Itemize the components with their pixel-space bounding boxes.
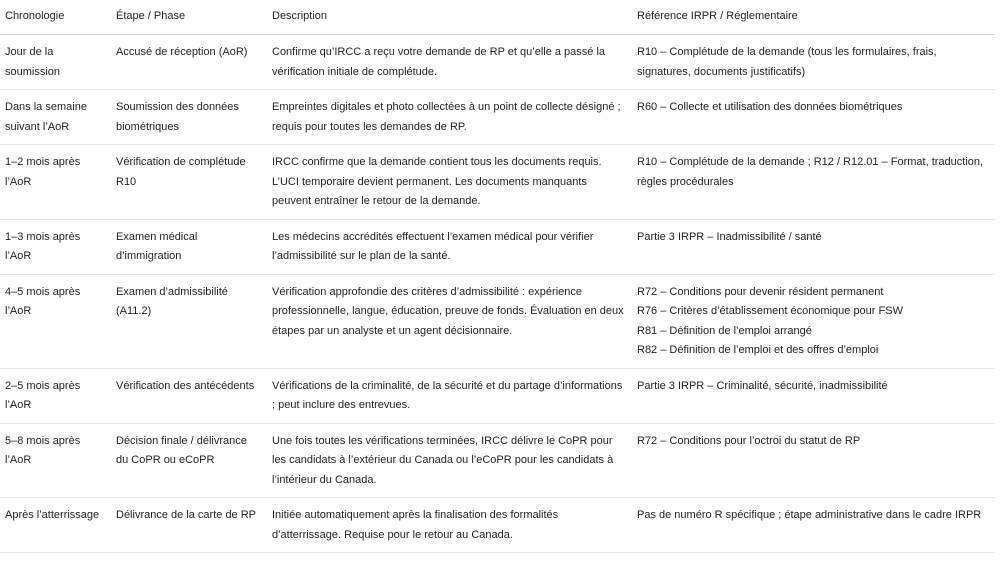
cell-etape: Décision finale / délivrance du CoPR ou eCoPR (111, 423, 267, 498)
cell-etape: Délivrance de la carte de RP (111, 498, 267, 553)
header-row (0, 0, 995, 35)
cell-etape: Examen médical d’immigration (111, 219, 267, 274)
cell-reference (632, 423, 995, 498)
cell-etape: Soumission des données biométriques (111, 90, 267, 145)
cell-etape: Vérification de complétude R10 (111, 145, 267, 220)
reference-line: R72 – Conditions pour l’octroi du statut de RP (637, 434, 861, 447)
cell-description: Vérifications de la criminalité, de la sécurité et du partage d’informations ; peut inclure des entrevues. (267, 368, 632, 423)
reference-line: Pas de numéro R spécifique ; étape administrative dans le cadre IRPR (637, 509, 982, 521)
column-header-description: Description (267, 0, 632, 35)
cell-chronologie: 1–3 mois après l’AoR (0, 219, 111, 274)
cell-etape: Vérification des antécédents (111, 368, 267, 423)
reference-line: Partie 3 IRPR – Criminalité, sécurité, inadmissibilité (637, 379, 888, 392)
reference-line: Partie 3 IRPR – Inadmissibilité / santé (637, 230, 822, 243)
reference-line: R76 – Critères d’établissement économique pour FSW (637, 305, 903, 317)
cell-description: IRCC confirme que la demande contient tous les documents requis. L’UCI temporaire devient permanent. Les documents manquants peuvent entraîner le retour de la demande. (267, 145, 632, 220)
reference-line: R81 – Définition de l’emploi arrangé (637, 324, 812, 337)
table-row (0, 219, 995, 274)
cell-etape: Examen d’admissibilité (A11.2) (111, 274, 267, 368)
cell-description: Une fois toutes les vérifications terminées, IRCC délivre le CoPR pour les candidats à l’extérieur du Canada ou l’eCoPR pour les candidats à l’intérieur du Canada. (267, 423, 632, 498)
cell-reference (632, 145, 995, 220)
cell-description: Confirme qu’IRCC a reçu votre demande de RP et qu’elle a passé la vérification initiale de complétude. (267, 35, 632, 90)
cell-reference (632, 368, 995, 423)
table-row (0, 423, 995, 498)
table-body (0, 35, 995, 553)
table-row (0, 145, 995, 220)
cell-etape: Accusé de réception (AoR) (111, 35, 267, 90)
cell-chronologie: 1–2 mois après l’AoR (0, 145, 111, 220)
cell-description: Vérification approfondie des critères d’admissibilité : expérience professionnelle, langue, éducation, preuve de fonds. Évaluation en deux étapes par un analyste et un agent décisionnaire. (267, 274, 632, 368)
table-header (0, 0, 995, 35)
reference-line: R10 – Complétude de la demande (tous les formulaires, frais, signatures, documents justificatifs) (637, 46, 937, 78)
reference-line: R10 – Complétude de la demande ; R12 / R12.01 – Format, traduction, règles procédurales (637, 156, 984, 188)
cell-description: Empreintes digitales et photo collectées à un point de collecte désigné ; requis pour toutes les demandes de RP. (267, 90, 632, 145)
column-header-chronologie: Chronologie (0, 0, 111, 35)
reference-line: R72 – Conditions pour devenir résident permanent (637, 285, 884, 298)
column-header-etape: Étape / Phase (111, 0, 267, 35)
cell-chronologie: Jour de la soumission (0, 35, 111, 90)
table-row (0, 35, 995, 90)
cell-reference (632, 498, 995, 553)
cell-reference (632, 90, 995, 145)
cell-description: Initiée automatiquement après la finalisation des formalités d’atterrissage. Requise pour le retour au Canada. (267, 498, 632, 553)
cell-chronologie: Dans la semaine suivant l’AoR (0, 90, 111, 145)
column-header-reference: Référence IRPR / Réglementaire (632, 0, 995, 35)
cell-chronologie: Après l’atterrissage (0, 498, 111, 553)
cell-reference (632, 35, 995, 90)
cell-description: Les médecins accrédités effectuent l’examen médical pour vérifier l’admissibilité sur le plan de la santé. (267, 219, 632, 274)
cell-reference (632, 219, 995, 274)
cell-reference (632, 274, 995, 368)
table-row (0, 90, 995, 145)
cell-chronologie: 4–5 mois après l’AoR (0, 274, 111, 368)
reference-line: R60 – Collecte et utilisation des données biométriques (637, 101, 903, 113)
cell-chronologie: 2–5 mois après l’AoR (0, 368, 111, 423)
table-row (0, 498, 995, 553)
table-row (0, 274, 995, 368)
table-row (0, 368, 995, 423)
cell-chronologie: 5–8 mois après l’AoR (0, 423, 111, 498)
reference-line: R82 – Définition de l’emploi et des offres d’emploi (637, 344, 879, 356)
